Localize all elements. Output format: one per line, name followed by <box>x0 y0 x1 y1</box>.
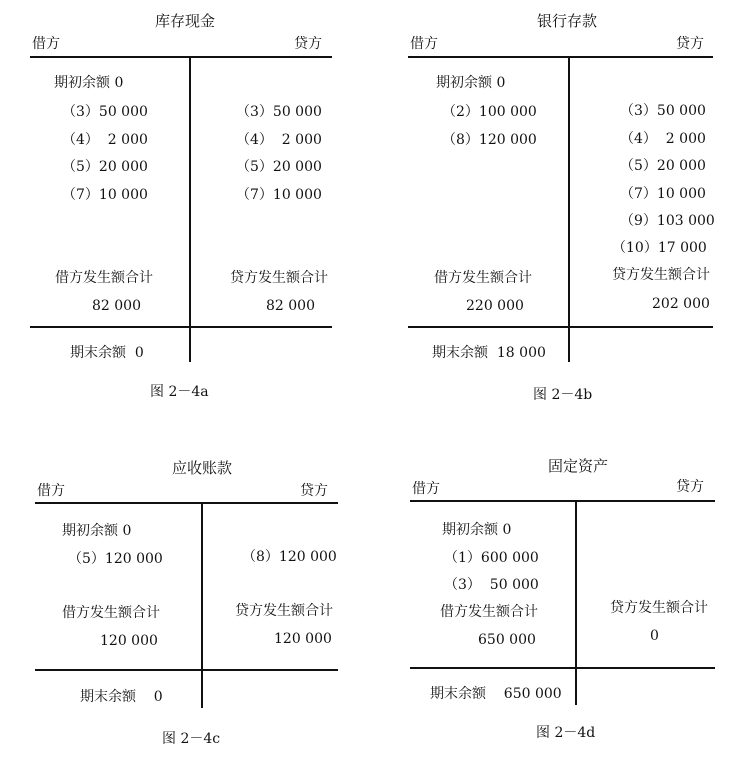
debit-total: 650 000 <box>478 632 536 648</box>
credit-total-label: 贷方发生额合计 <box>235 603 333 619</box>
debit-entry: （4） 2 000 <box>62 132 148 148</box>
credit-entry: （7）10 000 <box>620 186 706 202</box>
closing-balance: 期末余额 0 <box>80 689 163 705</box>
debit-label: 借方 <box>37 483 65 499</box>
credit-entry: （4） 2 000 <box>620 131 706 147</box>
credit-entry: （7）10 000 <box>236 187 322 203</box>
closing-balance: 期末余额 650 000 <box>430 686 562 702</box>
account-title: 银行存款 <box>537 12 598 30</box>
credit-label: 贷方 <box>676 479 704 495</box>
debit-entry: （2）100 000 <box>442 104 537 120</box>
credit-total-label: 贷方发生额合计 <box>230 270 328 286</box>
t-account-bottom-line <box>408 326 713 328</box>
credit-entry: （8）120 000 <box>242 549 337 565</box>
debit-label: 借方 <box>32 36 60 52</box>
t-account-divider <box>189 57 191 362</box>
debit-entry: （7）10 000 <box>62 187 148 203</box>
t-account-divider <box>568 57 570 362</box>
debit-label: 借方 <box>410 36 438 52</box>
opening-balance: 期初余额 0 <box>54 75 124 91</box>
debit-entry: （3）50 000 <box>62 104 148 120</box>
credit-entry: （5）20 000 <box>620 158 706 174</box>
debit-entry: （1）600 000 <box>444 550 539 566</box>
credit-total: 82 000 <box>266 298 315 314</box>
opening-balance: 期初余额 0 <box>442 522 512 538</box>
t-account-divider <box>575 501 577 705</box>
opening-balance: 期初余额 0 <box>62 523 132 539</box>
closing-balance: 期末余额 0 <box>70 345 144 361</box>
credit-total: 0 <box>650 628 659 644</box>
credit-entry: （9）103 000 <box>620 213 715 229</box>
figure-caption: 图 2－4b <box>533 387 593 403</box>
opening-balance: 期初余额 0 <box>436 75 506 91</box>
debit-entry: （5）120 000 <box>68 551 163 567</box>
credit-label: 贷方 <box>294 36 322 52</box>
debit-entry: （8）120 000 <box>442 132 537 148</box>
t-account-bottom-line <box>30 326 332 328</box>
credit-entry: （10）17 000 <box>612 240 707 256</box>
debit-entry: （5）20 000 <box>62 159 148 175</box>
credit-entry: （3）50 000 <box>620 103 706 119</box>
debit-label: 借方 <box>412 481 440 497</box>
credit-entry: （4） 2 000 <box>236 132 322 148</box>
credit-total-label: 贷方发生额合计 <box>610 600 708 616</box>
t-account-bottom-line <box>35 669 338 671</box>
debit-total-label: 借方发生额合计 <box>62 605 160 621</box>
t-account-top-line <box>408 56 713 58</box>
t-account-bottom-line <box>410 667 715 669</box>
account-title: 应收账款 <box>172 459 233 477</box>
credit-total: 120 000 <box>274 631 332 647</box>
figure-caption: 图 2－4c <box>162 731 221 747</box>
debit-total: 220 000 <box>466 298 524 314</box>
t-account-top-line <box>30 56 332 58</box>
credit-total: 202 000 <box>652 296 710 312</box>
figure-caption: 图 2－4d <box>536 725 596 741</box>
credit-entry: （3）50 000 <box>236 104 322 120</box>
account-title: 库存现金 <box>155 12 216 30</box>
credit-total-label: 贷方发生额合计 <box>612 267 710 283</box>
account-title: 固定资产 <box>548 457 609 475</box>
t-account-divider <box>201 503 203 708</box>
debit-entry: （3） 50 000 <box>444 577 539 593</box>
debit-total-label: 借方发生额合计 <box>440 604 538 620</box>
credit-label: 贷方 <box>676 36 704 52</box>
figure-caption: 图 2－4a <box>150 384 209 400</box>
t-account-top-line <box>35 502 338 504</box>
credit-label: 贷方 <box>300 483 328 499</box>
t-account-top-line <box>410 500 715 502</box>
debit-total: 82 000 <box>92 298 141 314</box>
closing-balance: 期末余额 18 000 <box>432 345 546 361</box>
debit-total-label: 借方发生额合计 <box>434 270 532 286</box>
debit-total-label: 借方发生额合计 <box>55 270 153 286</box>
credit-entry: （5）20 000 <box>236 159 322 175</box>
debit-total: 120 000 <box>100 633 158 649</box>
